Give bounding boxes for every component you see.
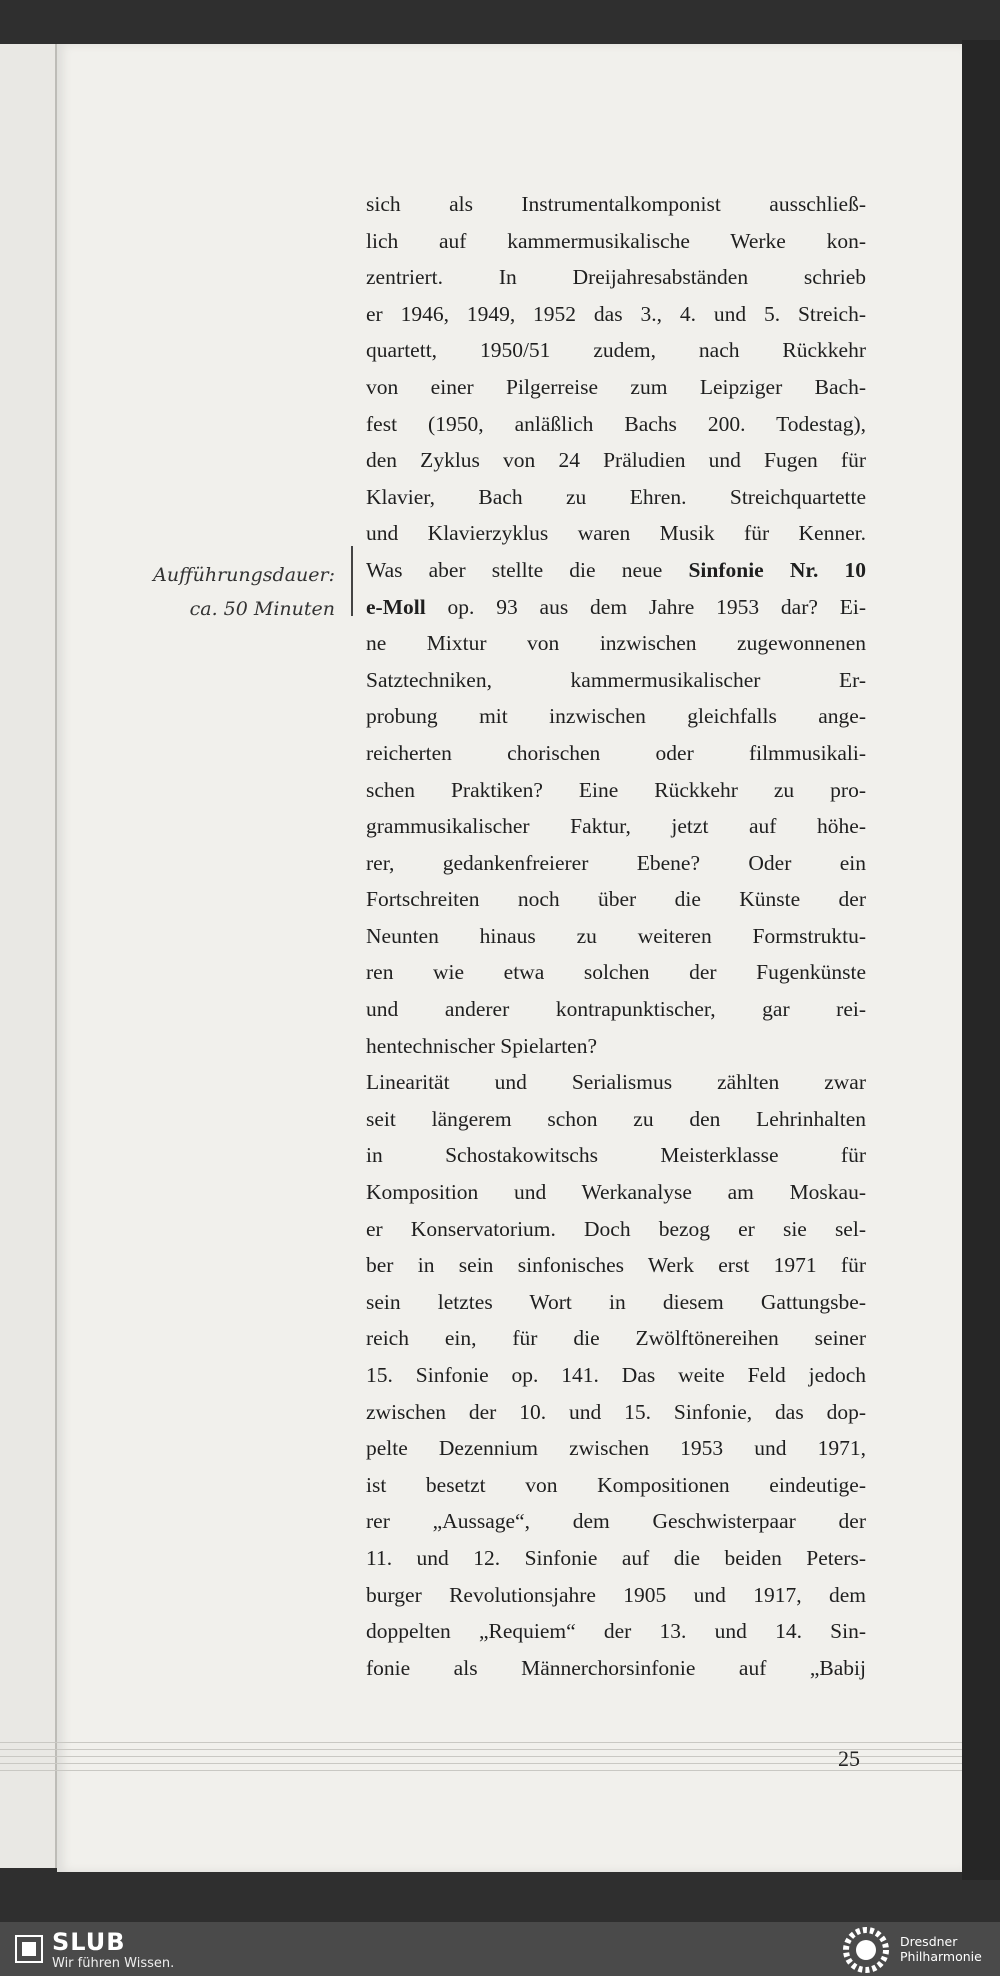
text-line: burger Revolutionsjahre 1905 und 1917, dem xyxy=(366,1582,866,1607)
slub-title: SLUB xyxy=(52,1928,126,1956)
footer-bar xyxy=(0,1922,1000,1976)
text-line: Fortschreiten noch über die Künste der xyxy=(366,887,866,912)
left-page-edge xyxy=(0,44,57,1868)
text-line xyxy=(366,552,866,589)
body-text xyxy=(366,186,866,1686)
text-line: pelte Dezennium zwischen 1953 und 1971, xyxy=(366,1436,866,1461)
duration-value: ca. 50 Minuten xyxy=(189,598,335,620)
text-line: doppelten „Requiem“ der 13. und 14. Sin- xyxy=(366,1619,866,1644)
text-line: seit längerem schon zu den Lehrinhalten xyxy=(366,1106,866,1131)
text-line: Komposition und Werkanalyse am Moskau- xyxy=(366,1180,866,1205)
text-run: op. 93 aus dem Jahre 1953 dar? Ei- xyxy=(425,594,866,619)
marginal-note xyxy=(120,558,335,626)
text-line: Satztechniken, kammermusikalischer Er- xyxy=(366,667,866,692)
text-line: und anderer kontrapunktischer, gar rei- xyxy=(366,997,866,1022)
text-line: ber in sein sinfonisches Werk erst 1971 für xyxy=(366,1253,866,1278)
text-line: zwischen der 10. und 15. Sinfonie, das dop- xyxy=(366,1399,866,1424)
text-line: Neunten hinaus zu weiteren Formstruktu- xyxy=(366,923,866,948)
philharmonie-name xyxy=(900,1934,982,1964)
work-key-bold: e-Moll xyxy=(366,594,426,619)
text-line: sein letztes Wort in diesem Gattungsbe- xyxy=(366,1289,866,1314)
text-line: 15. Sinfonie op. 141. Das weite Feld jedoch xyxy=(366,1363,866,1387)
text-line: er 1946, 1949, 1952 das 3., 4. und 5. Streich- xyxy=(366,301,866,326)
text-line: reicherten chorischen oder filmmusikali- xyxy=(366,740,866,765)
text-line: ist besetzt von Kompositionen eindeutige- xyxy=(366,1472,866,1497)
duration-label: Aufführungsdauer: xyxy=(153,564,335,586)
text-line: fest (1950, anläßlich Bachs 200. Todestag), xyxy=(366,411,866,436)
text-line: in Schostakowitschs Meisterklasse für xyxy=(366,1143,866,1168)
slub-logo-icon xyxy=(14,1934,44,1964)
text-line: ne Mixtur von inzwischen zugewonnenen xyxy=(366,631,866,656)
text-line: fonie als Männerchorsinfonie auf „Babij xyxy=(366,1655,866,1680)
margin-rule xyxy=(351,546,353,616)
text-line: ren wie etwa solchen der Fugenkünste xyxy=(366,960,866,985)
text-line: quartett, 1950/51 zudem, nach Rückkehr xyxy=(366,338,866,363)
text-line: den Zyklus von 24 Präludien und Fugen für xyxy=(366,448,866,473)
text-line: sich als Instrumentalkomponist ausschließ- xyxy=(366,192,866,216)
philharmonie-line2: Philharmonie xyxy=(900,1949,982,1964)
text-line: schen Praktiken? Eine Rückkehr zu pro- xyxy=(366,777,866,802)
text-line: zentriert. In Dreijahresabständen schrieb xyxy=(366,265,866,290)
text-line: rer „Aussage“, dem Geschwisterpaar der xyxy=(366,1509,866,1534)
philharmonie-logo-icon xyxy=(842,1926,890,1974)
text-line: er Konservatorium. Doch bezog er sie sel- xyxy=(366,1216,866,1241)
text-run: Was aber stellte die neue xyxy=(366,557,689,582)
text-line: hentechnischer Spielarten? xyxy=(366,1033,598,1058)
text-line xyxy=(366,589,866,626)
page-number: 25 xyxy=(838,1746,860,1771)
work-title-bold: Sinfonie Nr. 10 xyxy=(688,557,866,582)
text-line: 11. und 12. Sinfonie auf die beiden Peters- xyxy=(366,1545,866,1570)
philharmonie-line1: Dresdner xyxy=(900,1934,958,1949)
text-line: von einer Pilgerreise zum Leipziger Bach- xyxy=(366,374,866,399)
text-line: reich ein, für die Zwölftönereihen seiner xyxy=(366,1326,866,1351)
text-line: Linearität und Serialismus zählten zwar xyxy=(366,1070,866,1095)
text-line: rer, gedankenfreierer Ebene? Oder ein xyxy=(366,850,866,875)
text-line: probung mit inzwischen gleichfalls ange- xyxy=(366,704,866,729)
decorative-staff-lines xyxy=(0,1742,962,1782)
text-line: und Klavierzyklus waren Musik für Kenner. xyxy=(366,521,866,546)
text-line: grammusikalischer Faktur, jetzt auf höhe- xyxy=(366,814,866,839)
slub-subtitle: Wir führen Wissen. xyxy=(52,1956,175,1971)
text-line: lich auf kammermusikalische Werke kon- xyxy=(366,228,866,253)
scan-right-edge xyxy=(962,40,1000,1880)
text-line: Klavier, Bach zu Ehren. Streichquartette xyxy=(366,484,866,509)
